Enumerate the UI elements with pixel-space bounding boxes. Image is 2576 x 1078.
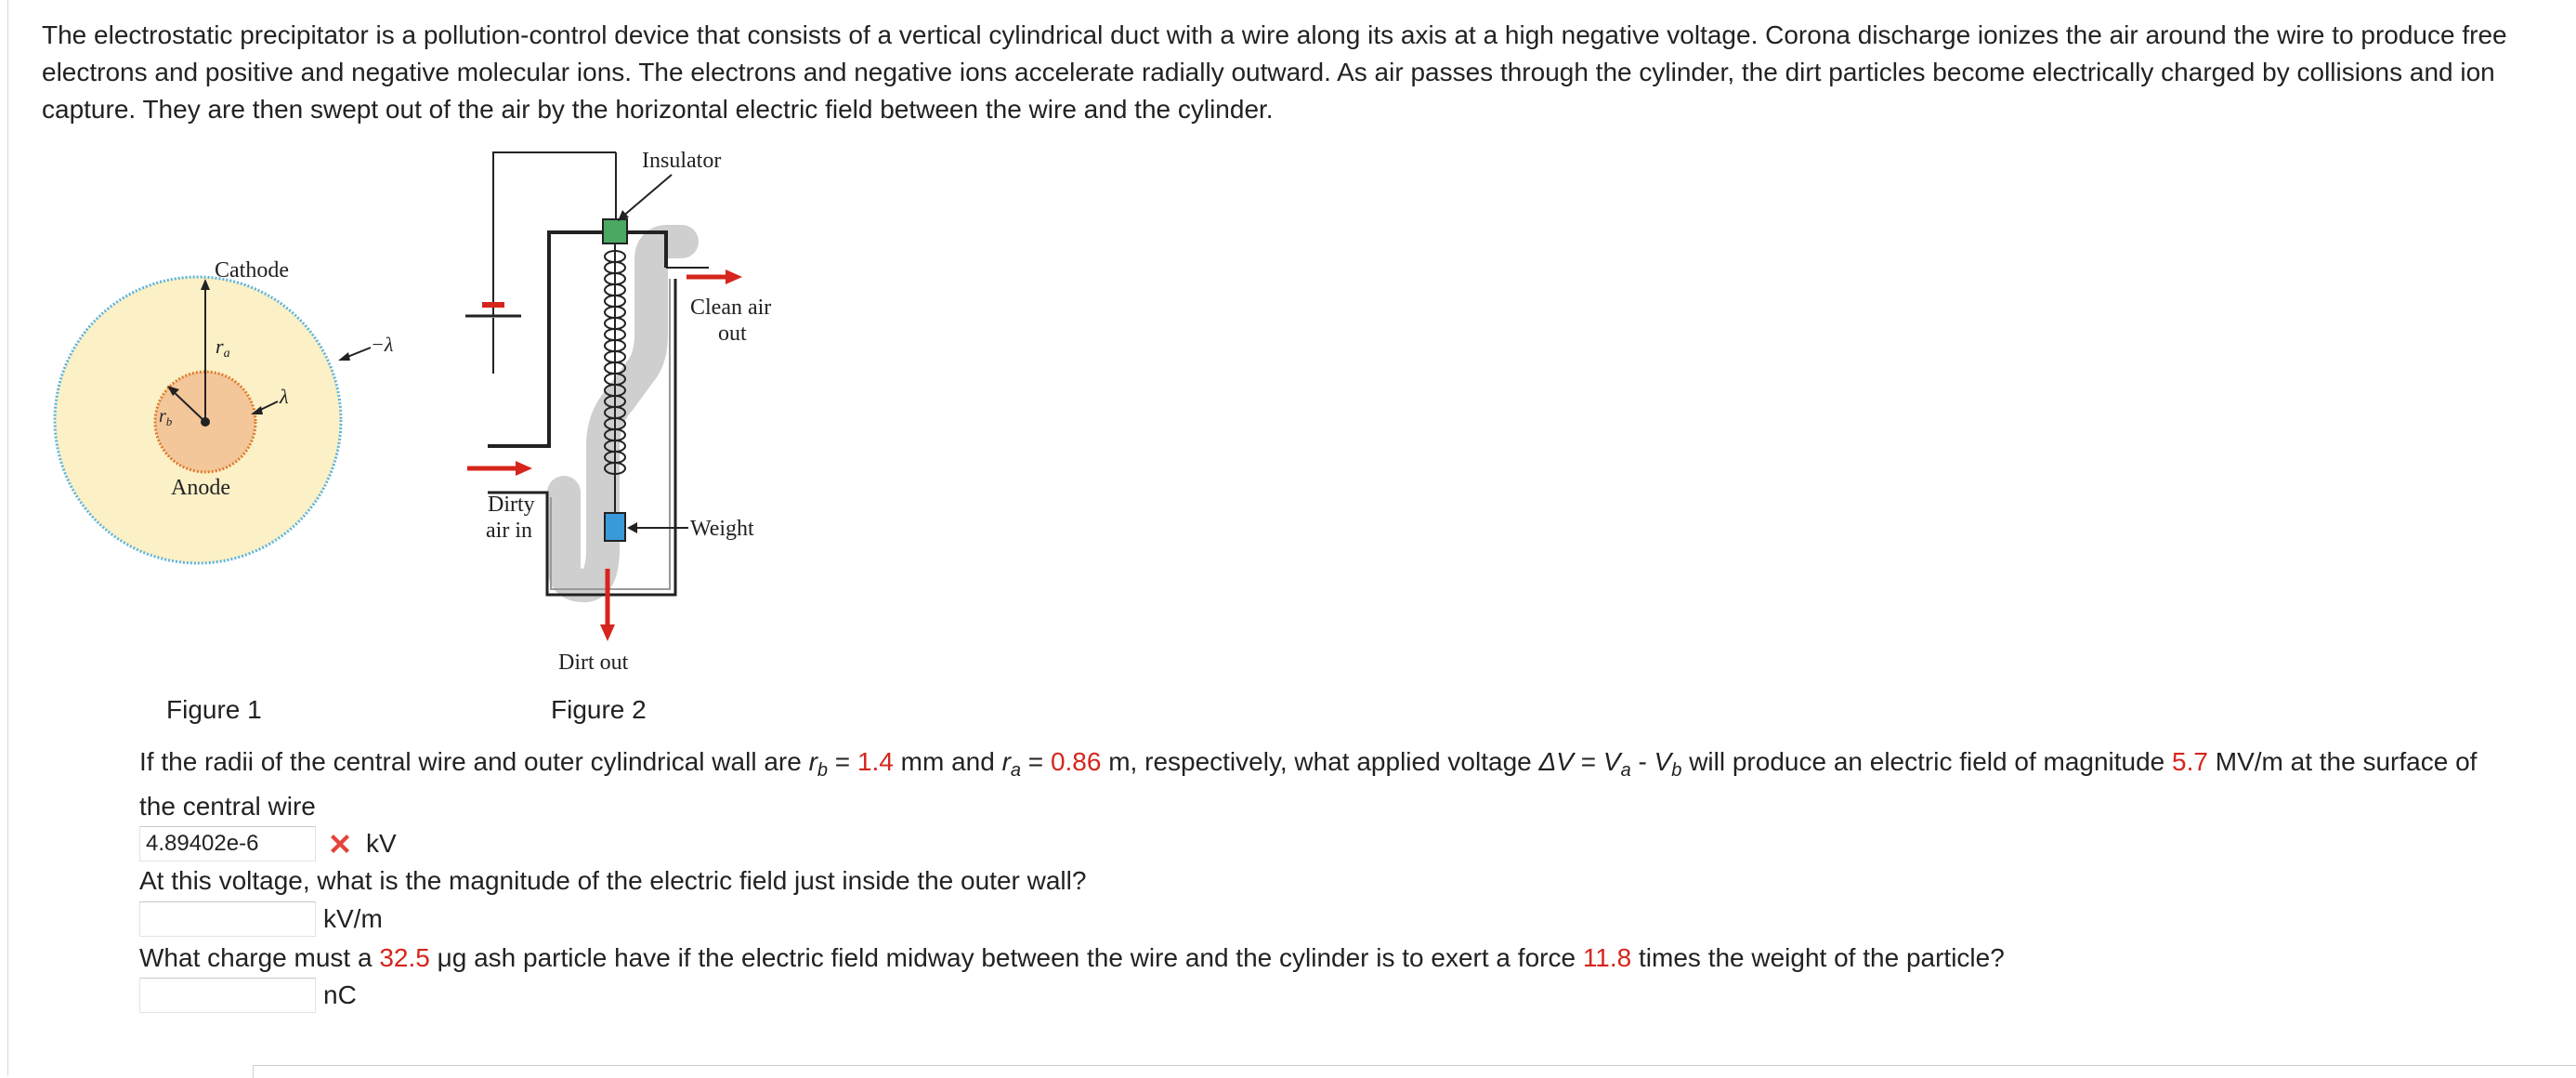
dirt-out-arrowhead <box>600 624 615 641</box>
next-section-frame <box>253 1065 2576 1078</box>
weight-block <box>605 513 625 541</box>
field-value: 5.7 <box>2172 747 2208 776</box>
answer-1-input[interactable] <box>139 826 316 861</box>
weight-label: Weight <box>690 517 754 541</box>
dirty-air-arrowhead <box>516 461 532 476</box>
figure-1-caption: Figure 1 <box>166 695 262 724</box>
rb-label: $r_b$ <box>159 406 173 428</box>
ra-label: ra <box>216 335 230 361</box>
answer-2-unit: kV/m <box>323 904 383 933</box>
anode-label: Anode <box>171 476 230 500</box>
neg-lambda-label: −λ <box>371 333 394 356</box>
insulator-label: Insulator <box>642 149 722 173</box>
problem-panel <box>7 0 2568 1076</box>
rb-value: 1.4 <box>856 747 894 776</box>
insulator-pointer <box>621 175 672 217</box>
answer-1-unit: kV <box>366 829 397 858</box>
mass-value: 32.5 <box>379 943 430 972</box>
clean-air-label: Clean air <box>690 296 772 320</box>
answer-2-row <box>139 900 383 939</box>
answer-3-row <box>139 976 357 1015</box>
lambda-label: λ <box>280 385 289 408</box>
answer-3-input[interactable] <box>139 978 316 1013</box>
wire-center-dot <box>201 417 210 427</box>
figure-1 <box>55 251 394 576</box>
insulator-block <box>603 219 627 243</box>
answer-2-input[interactable] <box>139 901 316 937</box>
question-3-text: What charge must a 32.5 μg ash particle have if the electric field midway between the wire and the cylinder is to exert a force 11.8 times the weight of the particle? <box>139 943 2005 972</box>
clean-air-out-label: out <box>718 322 747 346</box>
figure-2 <box>454 139 844 688</box>
clean-air-arrowhead <box>726 270 742 284</box>
ra-value: 0.86 <box>1050 747 1102 776</box>
force-factor-value: 11.8 <box>1582 943 1632 972</box>
figure-2-caption: Figure 2 <box>551 695 647 724</box>
cathode-label: Cathode <box>215 258 289 283</box>
dirt-out-label: Dirt out <box>558 651 629 675</box>
answer-3-unit: nC <box>323 980 357 1009</box>
intro-paragraph: The electrostatic precipitator is a pollution-control device that consists of a vertical cylindrical duct with a wire along its axis at a high negative voltage. Corona discharge ionizes the air around the wire to produce free electrons and positive and negative molecular ions. The electrons and negative ions accelerate radially outward. As air passes through the cylinder, the dirt particles become electrically charged by collisions and ion capture. They are then swept out of the air by the horizontal electric field between the wire and the cylinder. <box>42 20 2507 124</box>
answer-1-row <box>139 824 397 863</box>
incorrect-x-icon <box>325 829 355 859</box>
neg-lambda-arrowhead <box>338 352 350 361</box>
dirty-air-in-label: air in <box>486 519 532 543</box>
question-2-text: At this voltage, what is the magnitude of the electric field just inside the outer wall? <box>139 866 1087 895</box>
dirty-air-label: Dirty <box>488 493 535 517</box>
weight-arrowhead <box>627 522 637 533</box>
question-1-text: If the radii of the central wire and outer cylindrical wall are $r_b = 1.4$ mm and $r_a = 0.86$ m, respectively, what applied voltage $\Delta V = V_a - V_b$ will produce an electric field of magnitude 5.7 MV/m at the surface of the central wire <box>139 747 2478 821</box>
